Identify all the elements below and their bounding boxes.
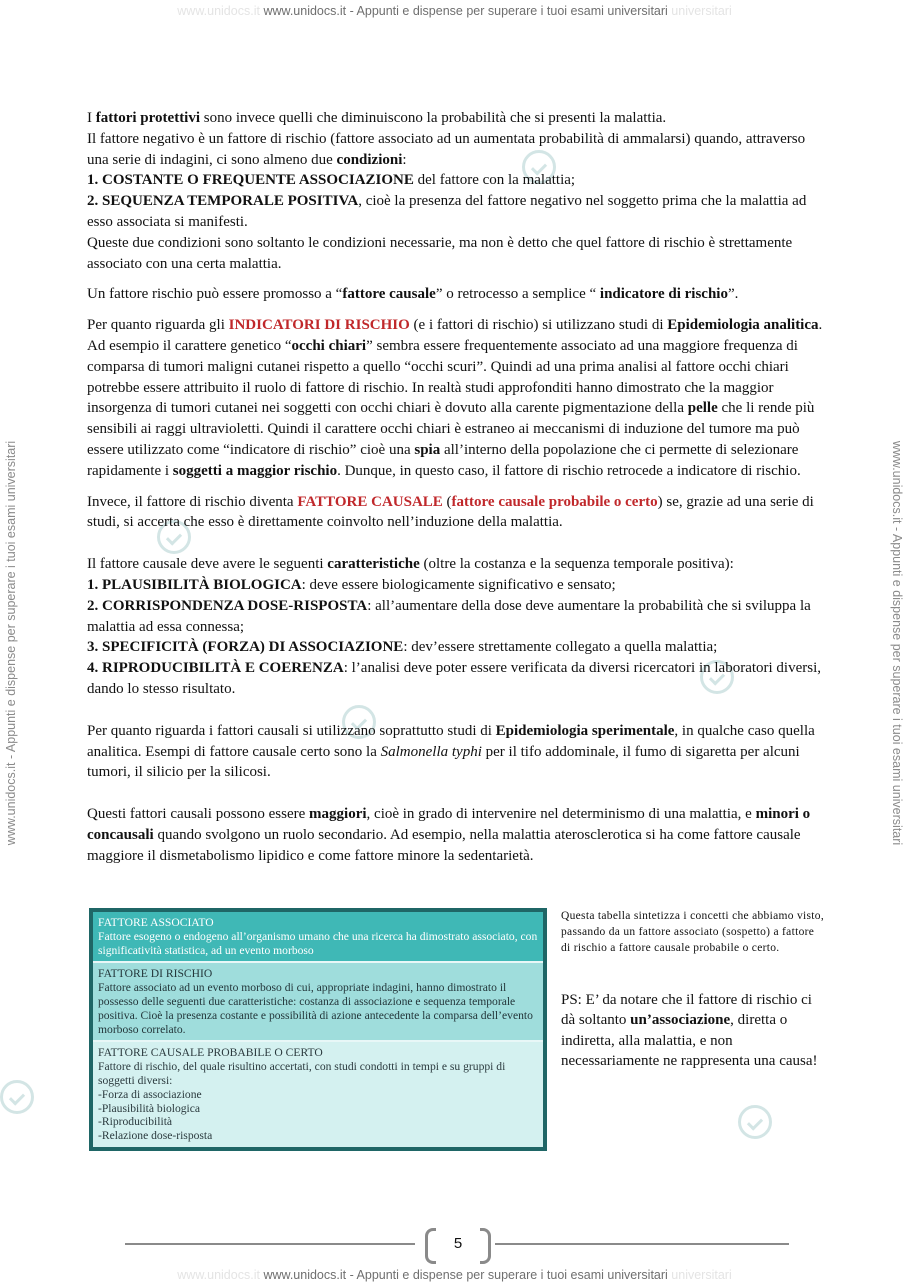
page-footer [0,1268,909,1282]
text: (oltre la costanza e la sequenza temporale positiva): [419,556,734,573]
table-row-text: Fattore di rischio, del quale risultino accertati, con studi condotti in tempi e su gruppi di soggetti diversi: [98,1060,506,1087]
text: Per quanto riguarda gli [87,317,229,334]
bold-term: Epidemiologia analitica [667,317,819,334]
divider [125,1243,415,1245]
page-number: 5 [425,1226,491,1262]
highlight-term: FATTORE CAUSALE [297,493,443,510]
text: PS: E’ da notare che il fattore di rischio ci dà soltanto [561,992,812,1029]
table-criteria-list [98,1088,538,1143]
divider [495,1243,789,1245]
text: : dev’essere strettamente collegato a quella malattia; [403,639,718,656]
bold-term: un’associazione [630,1012,731,1029]
table-row-associated-factor [93,912,543,963]
text: : l’analisi deve poter essere verificata da diversi ricercatori in laboratori diversi, dando lo stesso risultato. [87,660,822,697]
list-heading: 4. RIPRODUCIBILITÀ E COERENZA [87,660,344,677]
list-item: -Forza di associazione [98,1087,202,1101]
text: del fattore con la malattia; [413,172,576,189]
bold-term: Epidemiologia sperimentale [495,722,675,739]
list-heading: 1. PLAUSIBILITÀ BIOLOGICA [87,576,302,593]
list-item: -Riproducibilità [98,1115,173,1129]
bold-term: indicatore di rischio [599,286,728,303]
text: Un fattore rischio può essere promosso a “ [87,286,343,303]
bold-term: condizioni [336,151,403,168]
footer-ghost-left: www.unidocs.it [177,1268,260,1282]
watermark-logo-icon [738,1105,772,1139]
text: I [87,110,96,126]
list-item: -Relazione dose-risposta [98,1129,213,1143]
bold-term: minori o concausali [87,806,811,843]
paragraph-characteristics [87,554,825,700]
footer-text: www.unidocs.it - Appunti e dispense per superare i tuoi esami universitari [263,1268,668,1282]
table-caption: Questa tabella sintetizza i concetti che abbiamo visto, passando da un fattore associato (sospetto) a fattore di rischio a fattore causale probabile o certo. [561,910,825,954]
left-watermark-text: www.unidocs.it - Appunti e dispense per superare i tuoi esami universitari [4,440,18,846]
list-heading: 3. SPECIFICITÀ (FORZA) DI ASSOCIAZIONE [87,639,404,656]
table-row-text: Fattore esogeno o endogeno all’organismo umano che una ricerca ha dimostrato associato, con significatività statistica, ad un evento morboso [98,929,538,957]
text: ” sembra essere frequentemente associato ad una maggiore frequenza di comparsa di tumori maligni cutanei rispetto a quello “occhi scuri”. Quindi ad una prima analisi al fattore occhi chiari potrebbe essere attribuito il ruolo di fattore di rischio. In realtà studi approfonditi hanno dimostrato che la maggior insorgenza di tumori cutanei nei soggetti con occhi chiari è dovuto alla carente pigmentazione della [87,337,798,417]
text: . Dunque, in questo caso, il fattore di rischio retrocede a indicatore di rischio. [337,462,801,479]
table-row-text: Fattore associato ad un evento morboso di cui, appropriate indagini, hanno dimostrato il possesso delle seguenti due caratteristiche: costanza di associazione e sequenza temporale positiva. Cioè la presenza costante e possibilità di azione antecedente la comparsa dell’evento morboso correlato. [98,981,533,1036]
bold-term: fattori protettivi [95,110,201,126]
bold-term: caratteristiche [327,556,420,573]
text: Per quanto riguarda i fattori causali si utilizzano soprattutto studi di [87,722,496,739]
header-text: www.unidocs.it - Appunti e dispense per superare i tuoi esami universitari [263,4,668,18]
text: sono invece quelli che diminuiscono la probabilità che si presenti la malattia. [200,110,667,126]
paragraph-promotion [87,284,825,305]
text: , diretta o indiretta, alla malattia, e non necessariamente ne rappresenta una causa! [561,1012,818,1069]
text: . Ad esempio il carattere genetico “ [87,317,823,354]
list-heading: 2. CORRISPONDENZA DOSE-RISPOSTA [87,597,368,614]
text: ” o retrocesso a semplice “ [435,286,600,303]
table-row-risk-factor [93,963,543,1042]
table-row-heading: FATTORE DI RISCHIO [98,967,213,981]
text: ”. [727,286,739,303]
list-heading: 1. COSTANTE O FREQUENTE ASSOCIAZIONE [87,172,414,189]
right-watermark-text: www.unidocs.it - Appunti e dispense per superare i tuoi esami universitari [890,440,904,846]
text: Invece, il fattore di rischio diventa [87,493,298,510]
list-heading: 2. SEQUENZA TEMPORALE POSITIVA [87,193,359,210]
text: all’interno della popolazione che ci permette di selezionare rapidamente i [87,441,799,479]
page-header [0,4,909,18]
paragraph-major-minor [87,804,825,866]
bold-term: occhi chiari [291,337,367,354]
header-ghost-right: universitari [671,4,732,18]
document-body [87,108,825,867]
watermark-logo-icon [0,1080,34,1114]
italic-term: Salmonella typhi [380,743,482,760]
text: quando svolgono un ruolo secondario. Ad esempio, nella malattia aterosclerotica si ha come fattore causale maggiore il dismetabolismo lipidico e come fattore minore la sedentarietà. [87,826,801,864]
paragraph-risk-indicators [87,315,825,481]
bold-term: spia [414,441,441,458]
text: ( [442,493,452,510]
text: per il tifo addominale, il fumo di sigaretta per alcuni tumori, il silicio per la silicosi. [87,743,800,781]
text: Il fattore causale deve avere le seguenti [87,556,328,573]
paragraph-definitions [87,108,825,274]
text: (e i fattori di rischio) si utilizzano studi di [409,317,668,334]
table-row-causal-factor [93,1042,543,1147]
footer-ghost-right: universitari [671,1268,732,1282]
paragraph-experimental [87,721,825,783]
text: ) se, grazie ad una serie di studi, si accerta che esso è direttamente coinvolto nell’induzione della malattia. [87,493,814,531]
text: , cioè in grado di intervenire nel determinismo di una malattia, e [366,806,756,823]
text: , in qualche caso quella analitica. Esempi di fattore causale certo sono la [87,722,815,760]
highlight-term: fattore causale probabile o certo [451,493,658,510]
list-item: -Plausibilità biologica [98,1101,201,1115]
table-note [561,990,826,1071]
text: Il fattore negativo è un fattore di rischio (fattore associato ad un aumentata probabilità di ammalarsi) quando, attraverso una serie di indagini, ci sono almeno due [87,130,806,168]
page-number-bar [125,1226,789,1262]
table-row-heading: FATTORE CAUSALE PROBABILE O CERTO [98,1046,323,1060]
table-row-heading: FATTORE ASSOCIATO [98,916,214,929]
bold-term: soggetti a maggior rischio [172,462,338,479]
text: : [402,151,407,168]
text: che li rende più sensibili ai raggi ultravioletti. Quindi il carattere occhi chiari è estraneo ai meccanismi di induzione del tumore ma può essere utilizzato come “indicatore di rischio” cioè una [87,400,815,458]
bold-term: fattore causale [342,286,436,303]
summary-table [89,908,547,1151]
bold-term: pelle [687,400,718,417]
text: Questi fattori causali possono essere [87,806,310,823]
right-margin-watermark [888,0,906,1286]
bold-term: maggiori [309,806,367,823]
text: : all’aumentare della dose deve aumentare la probabilità che si sviluppa la malattia ad essa connessa; [87,597,811,635]
text: : deve essere biologicamente significativo e sensato; [301,576,616,593]
text: Queste due condizioni sono soltanto le condizioni necessarie, ma non è detto che quel fattore di rischio è strettamente associato con una certa malattia. [87,234,793,272]
header-ghost-left: www.unidocs.it [177,4,260,18]
highlight-term: INDICATORI DI RISCHIO [228,317,410,334]
text: , cioè la presenza del fattore negativo nel soggetto prima che la malattia ad esso associata si manifesti. [87,193,807,230]
paragraph-causal-factor [87,492,825,534]
